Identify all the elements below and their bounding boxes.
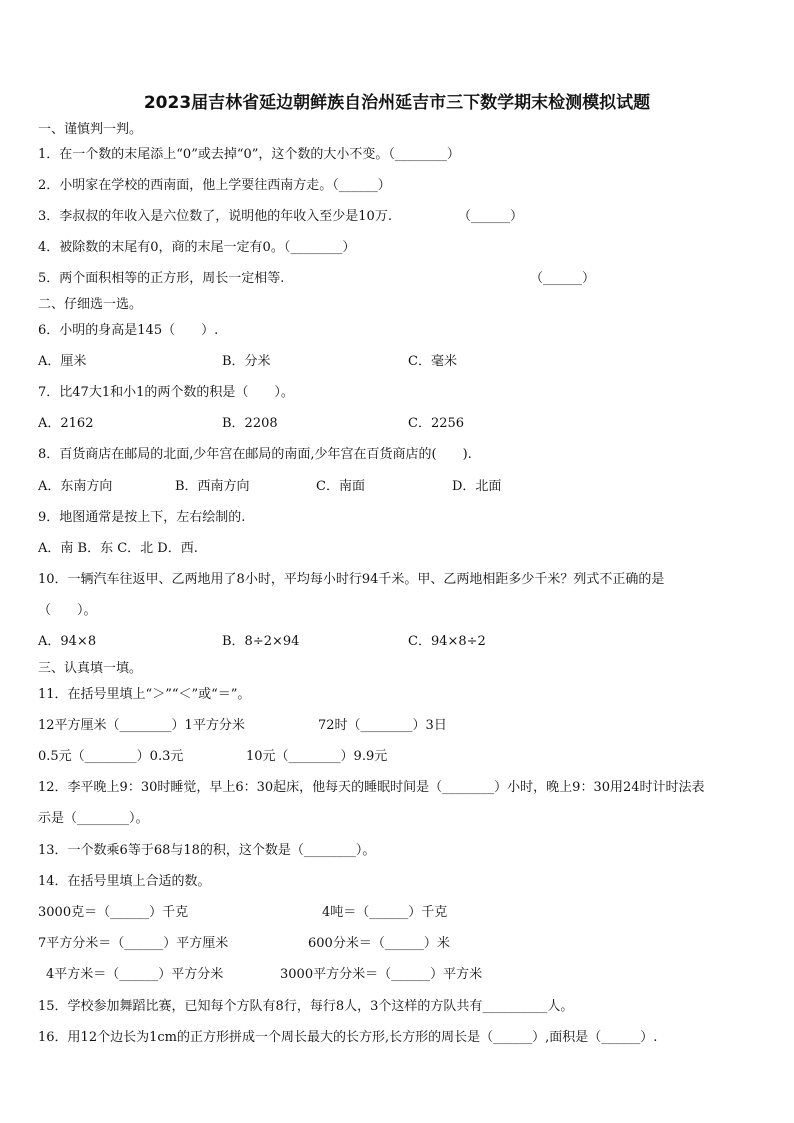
question-3: 3．李叔叔的年收入是六位数了，说明他的年收入至少是10万.: [38, 209, 392, 224]
section-heading-fill: 三、认真填一填。: [38, 661, 143, 676]
question-3-answer-blank: （______）: [458, 209, 524, 224]
question-7-option-c: C．2256: [408, 416, 465, 431]
question-1: 1．在一个数的末尾添上“0”或去掉“0”，这个数的大小不变。（________）: [38, 147, 460, 162]
section-heading-choose: 二、仔细选一选。: [38, 297, 143, 312]
question-8-option-d: D．北面: [452, 479, 502, 494]
question-11: 11．在括号里填上“＞”“＜”或“＝”。: [38, 687, 251, 702]
question-8-option-a: A．东南方向: [38, 479, 113, 494]
question-11-row1-left: 12平方厘米（________）1平方分米: [38, 718, 245, 733]
question-9: 9．地图通常是按上下，左右绘制的.: [38, 510, 246, 525]
question-11-row2-left: 0.5元（________）0.3元: [38, 749, 184, 764]
question-6: 6．小明的身高是145（ ）.: [38, 323, 219, 338]
question-12-continued: 示是（________）。: [38, 811, 149, 826]
question-5-answer-blank: （______）: [530, 271, 596, 286]
question-6-option-b: B．分米: [222, 354, 271, 369]
question-5: 5．两个面积相等的正方形，周长一定相等.: [38, 271, 285, 286]
question-8-option-c: C．南面: [316, 479, 365, 494]
question-12: 12．李平晚上9：30时睡觉，早上6：30起床，他每天的睡眠时间是（________）小时，晚上9：30用24时计时法表: [38, 780, 705, 795]
question-8-option-b: B．西南方向: [175, 479, 250, 494]
question-4: 4．被除数的末尾有0，商的末尾一定有0。（________）: [38, 240, 356, 255]
question-14-row1-right: 4吨＝（______）千克: [322, 905, 448, 920]
question-14-row3-right: 3000平方分米＝（______）平方米: [280, 967, 483, 982]
question-14-row3-left: 4平方米＝（______）平方分米: [46, 967, 224, 982]
section-heading-judge: 一、谨慎判一判。: [38, 122, 143, 137]
question-14-row1-left: 3000克＝（______）千克: [38, 905, 189, 920]
question-8: 8．百货商店在邮局的北面,少年宫在邮局的南面,少年宫在百货商店的( ).: [38, 447, 472, 462]
question-7: 7．比47大1和小1的两个数的积是（ ）。: [38, 385, 294, 400]
question-10: 10．一辆汽车往返甲、乙两地用了8小时，平均每小时行94千米。甲、乙两地相距多少千米？列式不正确的是: [38, 572, 665, 587]
question-16: 16．用12个边长为1cm的正方形拼成一个周长最大的长方形,长方形的周长是（______）,面积是（______）.: [38, 1030, 658, 1045]
question-6-option-a: A．厘米: [38, 354, 87, 369]
question-11-row1-right: 72时（________）3日: [318, 718, 447, 733]
question-14-row2-left: 7平方分米＝（______）平方厘米: [38, 936, 229, 951]
question-14-row2-right: 600分米＝（______）米: [308, 936, 450, 951]
question-14: 14．在括号里填上合适的数。: [38, 874, 211, 889]
question-2: 2．小明家在学校的西南面，他上学要往西南方走。（______）: [38, 178, 391, 193]
page-title: 2023届吉林省延边朝鲜族自治州延吉市三下数学期末检测模拟试题: [143, 93, 651, 113]
question-10-option-a: A．94×8: [38, 634, 97, 649]
question-7-option-a: A．2162: [38, 416, 94, 431]
question-7-option-b: B．2208: [222, 416, 278, 431]
question-11-row2-right: 10元（________）9.9元: [246, 749, 388, 764]
question-10-option-b: B．8÷2×94: [222, 634, 300, 649]
question-9-options: A．南 B．东 C．北 D．西.: [38, 541, 198, 556]
question-10-continued: （ ）。: [38, 603, 97, 618]
question-15: 15．学校参加舞蹈比赛，已知每个方队有8行，每行8人，3个这样的方队共有__________人。: [38, 999, 574, 1014]
question-13: 13．一个数乘6等于68与18的积，这个数是（________）。: [38, 843, 376, 858]
question-6-option-c: C．毫米: [408, 354, 457, 369]
question-10-option-c: C．94×8÷2: [408, 634, 486, 649]
